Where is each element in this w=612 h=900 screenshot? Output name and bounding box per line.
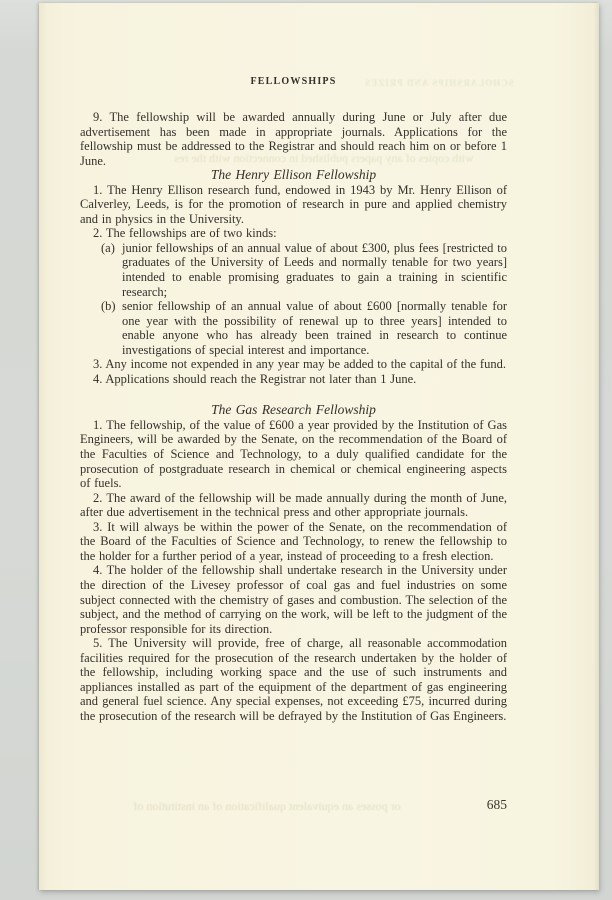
show-through-text: or posses an equivalent qualification of an institution of	[133, 799, 401, 813]
paragraph: 1. The fellowship, of the value of £600 a year provided by the Institution of Gas Engineers, will be awarded by the Senate, on the recommendation of the Board of the Faculties of Science and Technology, to a duly qualified candidate for the prosecution of postgraduate research in chemical or chemical engineering aspects of fuels.	[80, 417, 507, 491]
paragraph: 1. The Henry Ellison research fund, endowed in 1943 by Mr. Henry Ellison of Calverley, Leeds, is for the promotion of research in pure and applied chemistry and in physics in the University.	[80, 182, 507, 226]
list-item-text: senior fellowship of an annual value of about £600 [normally tenable for one year with the possibility of renewal up to three years] intended to enable anyone who has already been trained in research to continue investigations of special interest and importance.	[122, 299, 507, 357]
paragraph: 2. The award of the fellowship will be made annually during the month of June, after due advertisement in the technical press and other appropriate journals.	[80, 490, 507, 520]
list-marker: (a)	[101, 240, 115, 255]
text-block	[80, 3, 507, 723]
show-through-text: with copies of any papers published in connection with the res	[174, 151, 474, 165]
running-head: FELLOWSHIPS	[250, 76, 337, 87]
page-number: 685	[486, 797, 507, 812]
book-page	[39, 3, 599, 890]
section-title-henry-ellison: The Henry Ellison Fellowship	[210, 167, 377, 183]
show-through-text: SCHOLARSHIPS AND PRIZES	[364, 78, 514, 88]
list-item-b	[80, 299, 507, 357]
paragraph: 2. The fellowships are of two kinds:	[93, 226, 277, 241]
list-item-a	[80, 241, 507, 299]
paragraph: 3. It will always be within the power of the Senate, on the recommendation of the Board of the Faculties of Science and Technology, to renew the fellowship to the holder for a further period of a year, instead of proceeding to a fresh election.	[80, 519, 507, 563]
list-item-text: junior fellowships of an annual value of about £300, plus fees [restricted to graduates of the University of Leeds and normally tenable for two years] intended to enable promising graduates to gain a training in scientific research;	[122, 240, 507, 299]
paragraph: 3. Any income not expended in any year may be added to the capital of the fund.	[93, 357, 506, 372]
paragraph: 4. The holder of the fellowship shall undertake research in the University under the direction of the Livesey professor of coal gas and fuel industries on some subject connected with the chemistry of gases and combustion. The selection of the subject, and the method of carrying on the work, will be left to the judgment of the professor responsible for its direction.	[80, 563, 507, 636]
paragraph: 5. The University will provide, free of charge, all reasonable accommodation facilities required for the prosecution of the research undertaken by the holder of the fellowship, including working space and the use of such instruments and appliances installed as part of the equipment of the department of gas engineering and general fuel science. Any special expenses, not exceeding £75, incurred during the prosecution of the research will be defrayed by the Institution of Gas Engineers.	[80, 636, 507, 723]
list-marker: (b)	[101, 299, 116, 314]
section-title-gas-research: The Gas Research Fellowship	[211, 402, 376, 418]
paragraph-9: 9. The fellowship will be awarded annually during June or July after due advertisement has been made in appropriate journals. Applications for the fellowship must be addressed to the Registrar and should reach him on or before 1 June.	[80, 110, 507, 168]
paragraph: 4. Applications should reach the Registrar not later than 1 June.	[93, 371, 417, 386]
